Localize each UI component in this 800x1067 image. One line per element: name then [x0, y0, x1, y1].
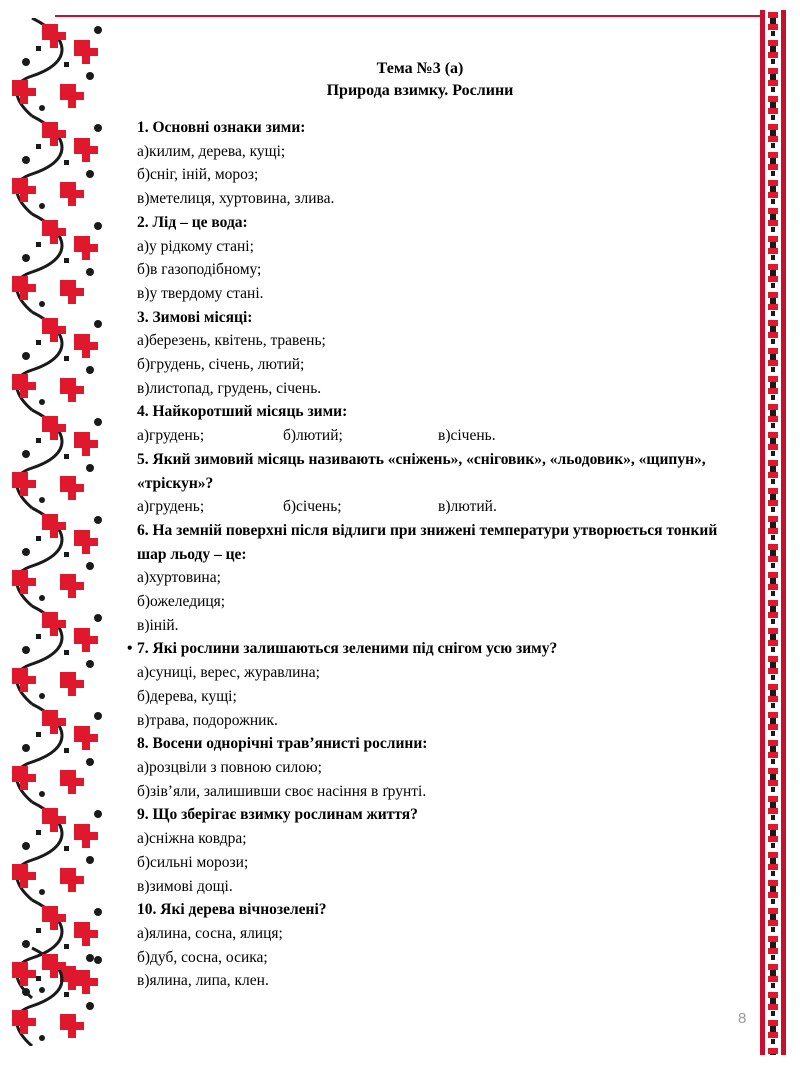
- question-8: 8. Восени однорічні трав’янисті рослини:: [137, 735, 428, 753]
- question-10: 10. Які дерева вічнозелені?: [137, 901, 327, 919]
- answer-8b: б)зів’яли, залишивши своє насіння в ґрунті.: [137, 782, 427, 800]
- quiz-content: [127, 116, 737, 993]
- answer-5c: в)лютий.: [438, 498, 497, 516]
- answer-5a: а)грудень;: [137, 498, 205, 516]
- answer-8a: а)розцвіли з повною силою;: [137, 758, 322, 776]
- answer-6c: в)іній.: [137, 616, 179, 634]
- question-9: 9. Що зберігає взимку рослинам життя?: [137, 806, 418, 824]
- question-4: 4. Найкоротший місяць зими:: [137, 403, 348, 421]
- answer-1a: а)килим, дерева, кущі;: [137, 142, 286, 160]
- answer-3c: в)листопад, грудень, січень.: [137, 379, 322, 397]
- answer-2c: в)у твердому стані.: [137, 284, 264, 302]
- answer-4b: б)лютий;: [283, 427, 343, 445]
- page-title: [120, 58, 720, 102]
- answer-10b: б)дуб, сосна, осика;: [137, 948, 268, 966]
- answer-2a: а)у рідкому стані;: [137, 237, 254, 255]
- answer-10c: в)ялина, липа, клен.: [137, 972, 269, 990]
- bullet-icon: •: [127, 640, 133, 658]
- title-topic-name: Природа взимку. Рослини: [326, 82, 514, 99]
- question-6: 6. На земній поверхні після відлиги при знижені температури утворюється тонкий шар льоду – це:: [137, 521, 718, 563]
- answer-4a: а)грудень;: [137, 427, 205, 445]
- answers-row-5: [137, 495, 737, 519]
- embroidery-ornament-left: [12, 18, 120, 1046]
- answer-7a: а)суниці, верес, журавлина;: [137, 664, 320, 682]
- question-5: 5. Який зимовий місяць називають «сніжень», «сніговик», «льодовик», «щипун», «тріскун»?: [137, 450, 706, 492]
- answer-7b: б)дерева, кущі;: [137, 687, 237, 705]
- answer-9c: в)зимові дощі.: [137, 877, 233, 895]
- question-2: 2. Лід – це вода:: [137, 213, 248, 231]
- answer-9a: а)сніжна ковдра;: [137, 830, 247, 848]
- answer-6a: а)хуртовина;: [137, 569, 221, 587]
- question-7-line: [127, 637, 737, 661]
- answer-7c: в)трава, подорожник.: [137, 711, 278, 729]
- answer-3b: б)грудень, січень, лютий;: [137, 356, 305, 374]
- answer-6b: б)ожеледиця;: [137, 593, 226, 611]
- top-border-line: [55, 15, 773, 17]
- answer-1b: б)сніг, іній, мороз;: [137, 166, 259, 184]
- question-1: 1. Основні ознаки зими:: [137, 119, 306, 136]
- answer-1c: в)метелиця, хуртовина, злива.: [137, 190, 335, 208]
- question-3: 3. Зимові місяці:: [137, 308, 253, 326]
- answer-10a: а)ялина, сосна, ялиця;: [137, 924, 283, 942]
- answer-4c: в)січень.: [438, 427, 496, 445]
- answers-row-4: [137, 424, 737, 448]
- answer-2b: б)в газоподібному;: [137, 261, 262, 279]
- answer-5b: б)січень;: [283, 498, 342, 516]
- answer-9b: б)сильні морози;: [137, 853, 249, 871]
- question-7: 7. Які рослини залишаються зеленими під снігом усю зиму?: [137, 640, 558, 658]
- title-topic-number: Тема №3 (а): [376, 60, 464, 77]
- answer-3a: а)березень, квітень, травень;: [137, 332, 326, 350]
- embroidery-border-right: [760, 10, 786, 1055]
- page-number: 8: [738, 1010, 747, 1027]
